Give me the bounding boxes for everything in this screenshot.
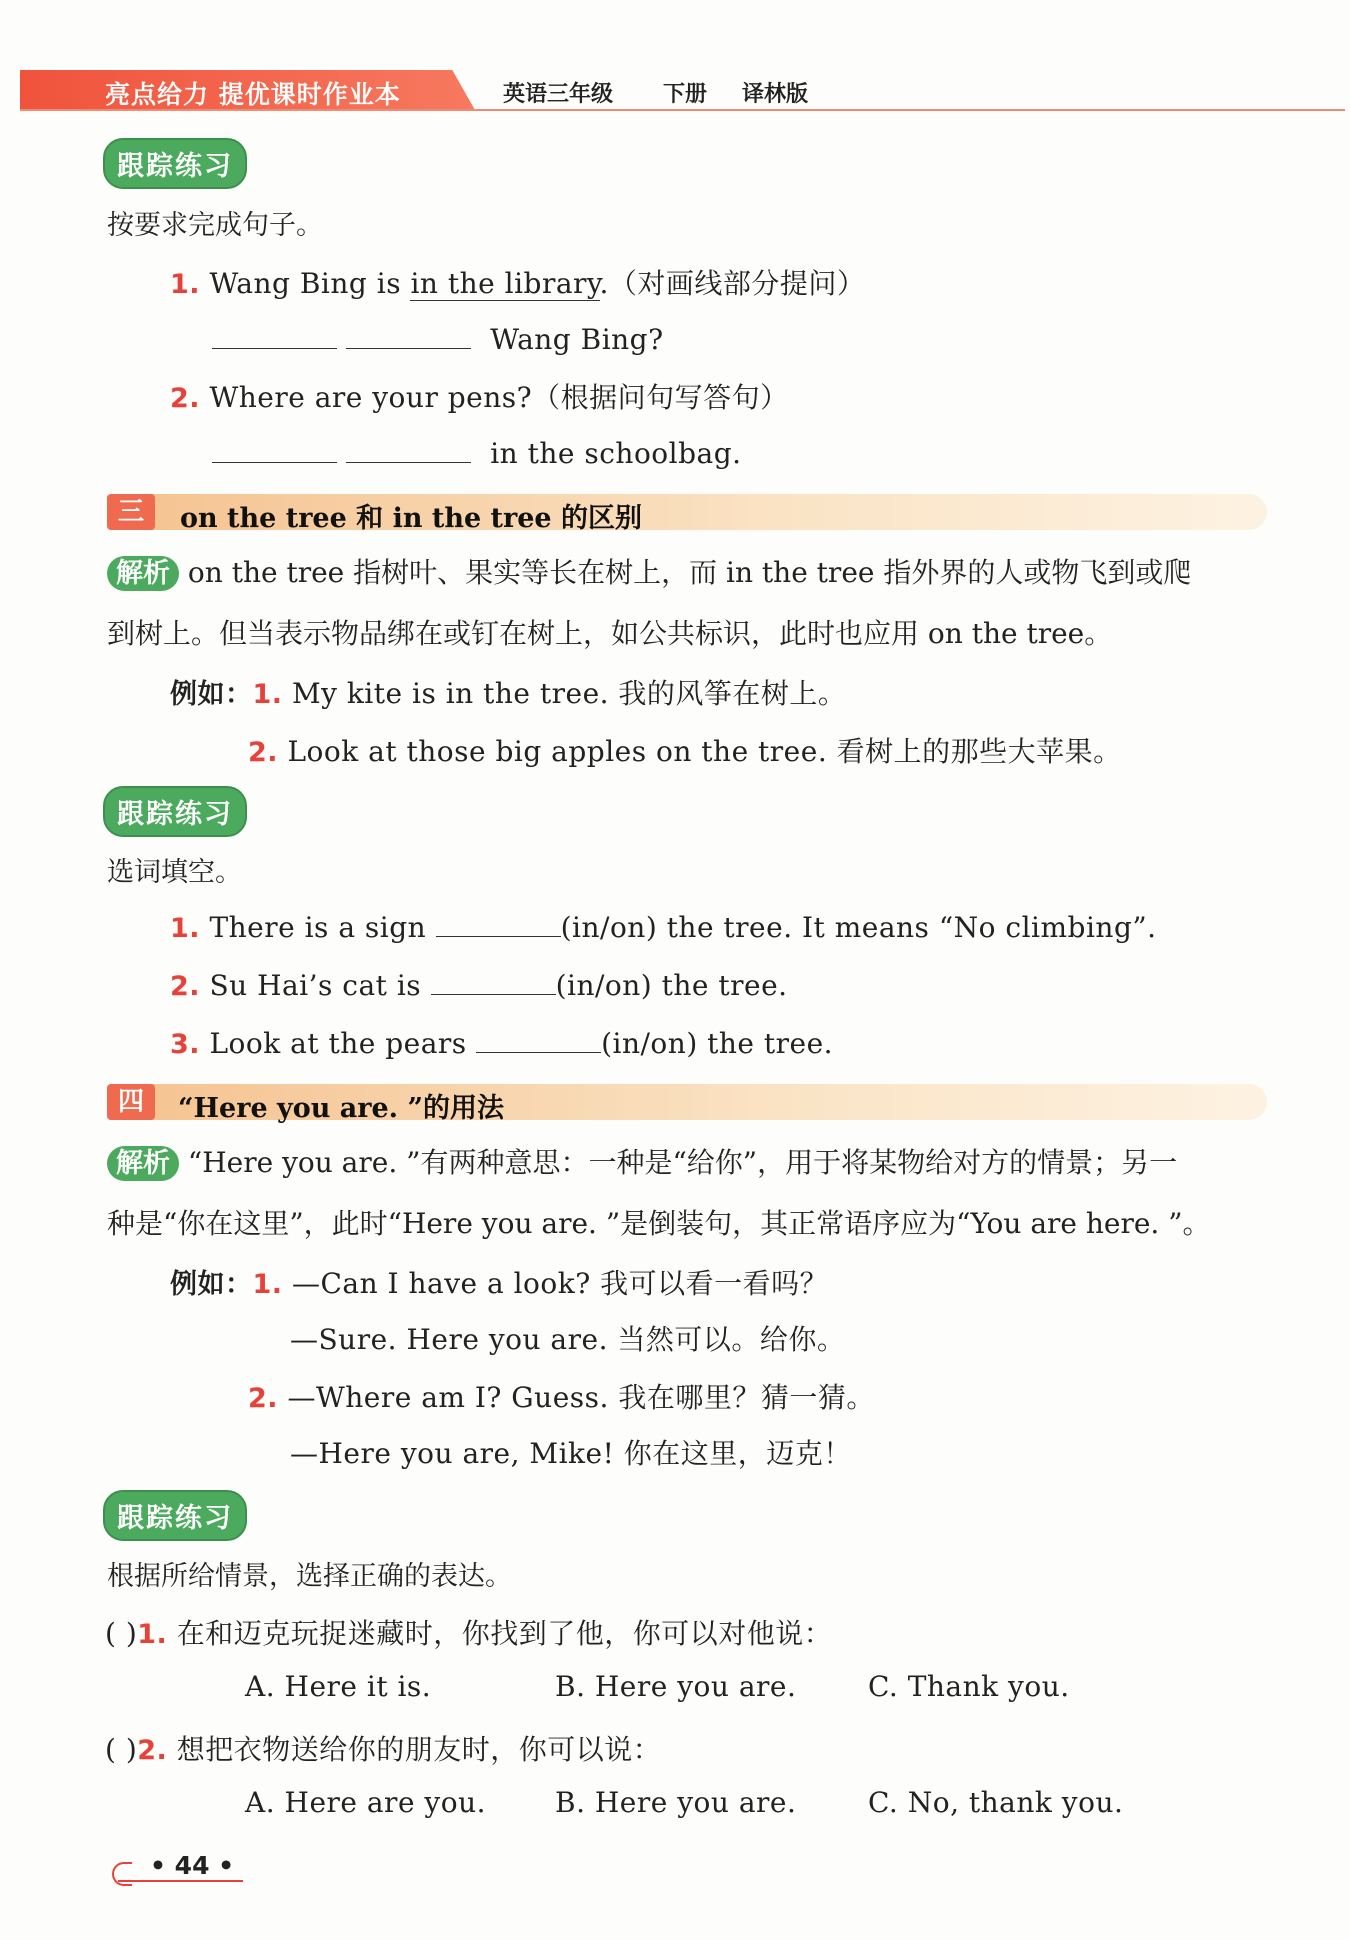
answer-line-2 [212, 432, 742, 470]
header-series-title: 亮点给力 提优课时作业本 [105, 80, 401, 109]
page-number-rule [118, 1880, 243, 1882]
answer-blank[interactable] [346, 432, 471, 463]
header-term: 下册 [663, 82, 708, 107]
section-number: 三 [107, 494, 155, 530]
answer-line-1 [212, 318, 664, 356]
question-text: 在和迈克玩捉迷藏时，你找到了他，你可以对他说： [176, 1617, 833, 1650]
answer-blank[interactable] [431, 966, 556, 995]
answer-blank[interactable] [212, 432, 337, 463]
example-1 [170, 1262, 828, 1302]
exercise-instruction: 选词填空。 [107, 857, 242, 888]
question-text: (in/on) the tree. It means “No climbing”. [560, 911, 1157, 944]
section-title: “Here you are. ”的用法 [178, 1093, 504, 1124]
example-2-reply: —Here you are, Mike! 你在这里，迈克！ [290, 1437, 852, 1470]
question-number: 1. [170, 269, 201, 300]
example-text: My kite is in the tree. 我的风筝在树上。 [291, 677, 847, 710]
practice-badge: 跟踪练习 [103, 138, 247, 189]
example-text: —Can I have a look? 我可以看一看吗？ [291, 1267, 829, 1300]
answer-blank[interactable] [436, 908, 561, 937]
answer-suffix: in the schoolbag. [490, 437, 742, 470]
question-text: .（对画线部分提问） [599, 267, 866, 300]
question-text: Where are your pens?（根据问句写答句） [209, 381, 789, 414]
question-3 [170, 1024, 833, 1060]
option-c: C. No, thank you. [868, 1786, 1124, 1819]
option-c: C. Thank you. [868, 1670, 1070, 1703]
exercise-instruction: 按要求完成句子。 [107, 210, 323, 241]
example-number: 2. [248, 1383, 279, 1414]
header-rule [20, 109, 1345, 111]
question-text: Su Hai’s cat is [209, 969, 431, 1002]
analysis-badge: 解析 [107, 1146, 179, 1181]
question-number: 1. [137, 1619, 168, 1650]
question-number: 1. [170, 913, 201, 944]
example-number: 1. [252, 679, 283, 710]
question-text: Wang Bing is [209, 267, 411, 300]
question-2 [170, 376, 789, 416]
practice-badge: 跟踪练习 [103, 1490, 247, 1541]
page-number: • 44 • [150, 1851, 235, 1880]
analysis-paragraph [107, 543, 1277, 664]
example-text: —Where am I? Guess. 我在哪里？猜一猜。 [287, 1381, 875, 1414]
analysis-text: 到树上。但当表示物品绑在或钉在树上，如公共标识，此时也应用 on the tree。 [107, 617, 1113, 650]
choice-question-1 [105, 1612, 832, 1652]
question-text: (in/on) the tree. [601, 1027, 834, 1060]
analysis-text: on the tree 指树叶、果实等长在树上，而 in the tree 指外界的人或物飞到或爬 [187, 556, 1192, 589]
analysis-text: 种是“你在这里”，此时“Here you are. ”是倒装句，其正常语序应为“You are here. ”。 [107, 1207, 1211, 1240]
section-title: on the tree 和 in the tree 的区别 [180, 503, 642, 534]
question-1 [170, 262, 865, 302]
option-b: B. Here you are. [555, 1786, 797, 1819]
section-number: 四 [107, 1084, 155, 1120]
example-label: 例如： [170, 679, 253, 710]
answer-blank[interactable] [346, 318, 471, 349]
question-number: 2. [137, 1735, 168, 1766]
header-subject: 英语三年级 [503, 82, 614, 107]
example-text: Look at those big apples on the tree. 看树上的那些大苹果。 [287, 735, 1122, 768]
question-number: 3. [170, 1029, 201, 1060]
question-text: Look at the pears [209, 1027, 477, 1060]
analysis-badge: 解析 [107, 556, 179, 591]
question-number: 2. [170, 971, 201, 1002]
answer-paren[interactable]: ( ) [105, 1733, 138, 1766]
question-2 [170, 966, 788, 1002]
underlined-phrase: in the library [410, 267, 600, 300]
answer-paren[interactable]: ( ) [105, 1617, 138, 1650]
question-text: (in/on) the tree. [555, 969, 788, 1002]
example-1-reply: —Sure. Here you are. 当然可以。给你。 [290, 1323, 846, 1356]
example-label: 例如： [170, 1269, 253, 1300]
question-number: 2. [170, 383, 201, 414]
question-text: 想把衣物送给你的朋友时，你可以说： [176, 1733, 662, 1766]
answer-blank[interactable] [476, 1024, 601, 1053]
analysis-paragraph [107, 1133, 1277, 1254]
example-number: 1. [252, 1269, 283, 1300]
answer-suffix: Wang Bing? [490, 323, 664, 356]
header-edition: 译林版 [742, 82, 809, 107]
question-1 [170, 908, 1157, 944]
option-a: A. Here it is. [245, 1670, 432, 1703]
example-2 [248, 730, 1122, 770]
example-1 [170, 672, 846, 712]
example-number: 2. [248, 737, 279, 768]
choice-question-2 [105, 1728, 661, 1768]
exercise-instruction: 根据所给情景，选择正确的表达。 [107, 1561, 512, 1592]
practice-badge: 跟踪练习 [103, 786, 247, 837]
option-b: B. Here you are. [555, 1670, 797, 1703]
example-2 [248, 1376, 875, 1416]
option-a: A. Here are you. [245, 1786, 487, 1819]
answer-blank[interactable] [212, 318, 337, 349]
page-number-decoration [112, 1862, 132, 1886]
analysis-text: “Here you are. ”有两种意思：一种是“给你”，用于将某物给对方的情景；另一 [187, 1146, 1178, 1179]
question-text: There is a sign [209, 911, 436, 944]
